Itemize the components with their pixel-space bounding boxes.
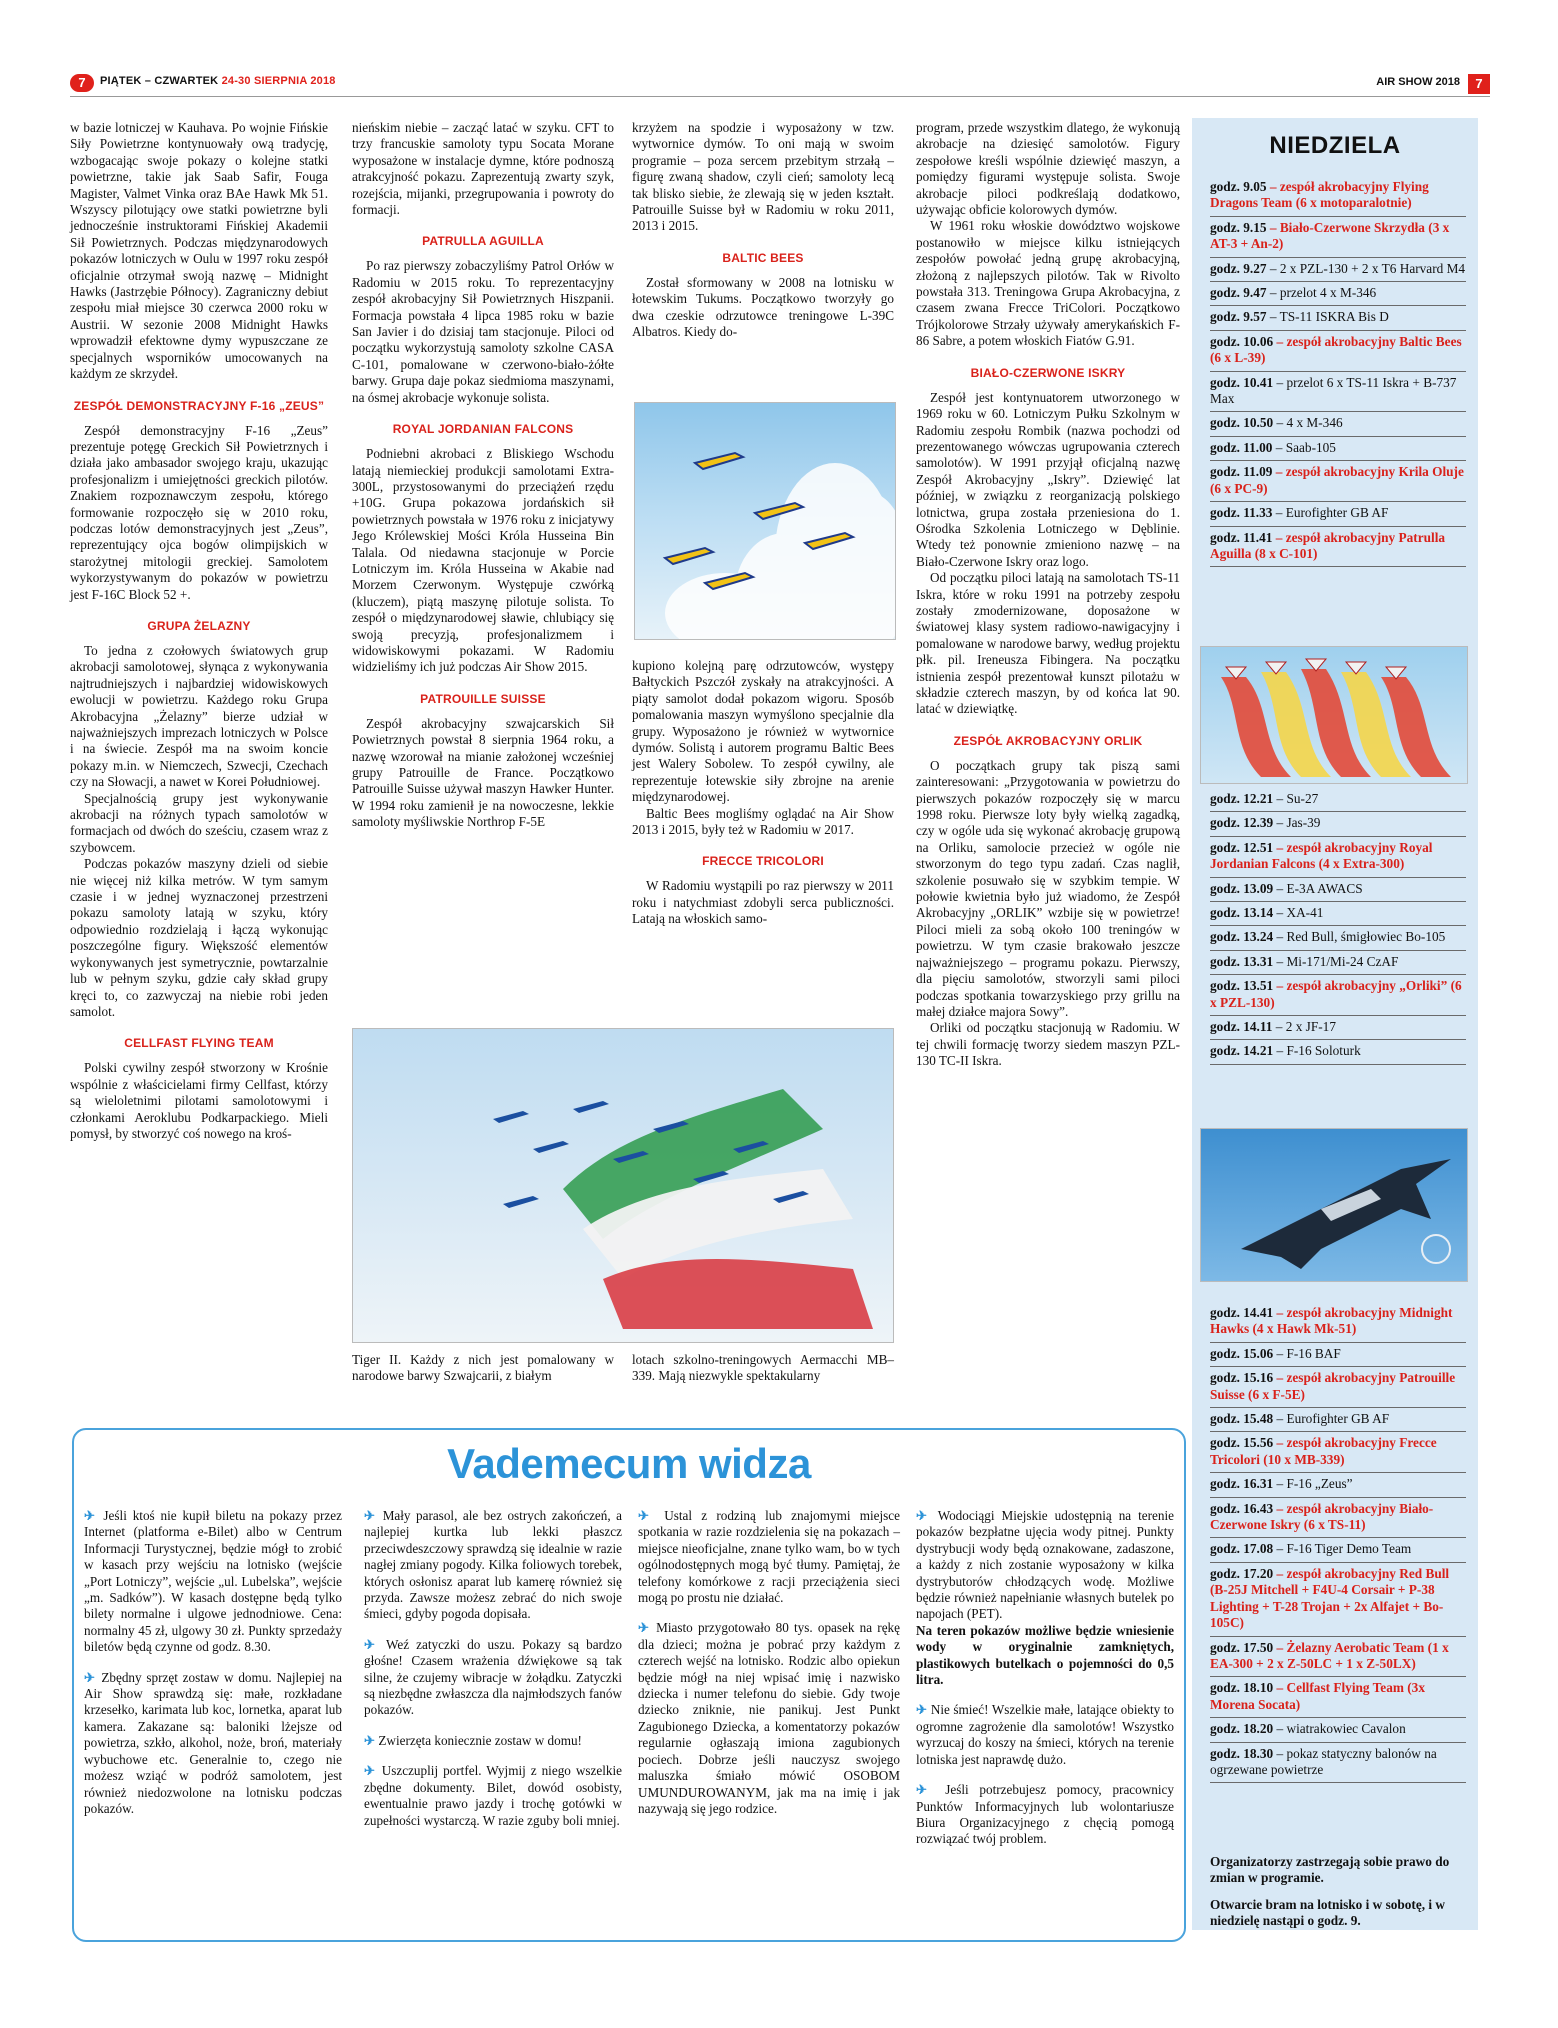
schedule-event: – Mi-171/Mi-24 CzAF (1273, 953, 1399, 969)
tip-paragraph (916, 1508, 1174, 1623)
schedule-time: godz. 16.43 (1210, 1500, 1274, 1516)
schedule-time: godz. 13.51 (1210, 978, 1274, 994)
tip-paragraph (638, 1508, 900, 1606)
patrulla-aguila-photo (1200, 646, 1468, 784)
plane-icon: ✈ (364, 1763, 382, 1779)
schedule-event: – zespół akrobacyjny Krila Oluje (6 x PC-9) (1210, 464, 1464, 496)
article-column-3 (632, 120, 894, 340)
section-heading: FRECCE TRICOLORI (702, 854, 824, 869)
schedule-time: godz. 13.09 (1210, 880, 1274, 896)
schedule-event: – zespół akrobacyjny Red Bull (B-25J Mitchell + F4U-4 Corsair + P-38 Lighting + T-28 Trojan + 2x Alfajet + Bo-105C) (1210, 1565, 1450, 1631)
section-heading: PATRULLA AGUILLA (422, 234, 544, 249)
schedule-time: godz. 9.15 (1210, 219, 1267, 235)
schedule-notes (1210, 1844, 1466, 1930)
schedule-item (1210, 1367, 1466, 1408)
tip-text: Jeśli potrzebujesz pomocy, pracownicy Punktów Informacyjnych lub wolontariusze Biura Organizacyjnego z chęcią pomogą rozwiązać twój problem. (916, 1782, 1174, 1847)
schedule-event: – Żelazny Aerobatic Team (1 x EA-300 + 2 x Z-50LC + 1 x Z-50LX) (1210, 1639, 1449, 1671)
schedule-item (1210, 331, 1466, 372)
schedule-time: godz. 9.27 (1210, 260, 1267, 276)
plane-icon: ✈ (84, 1508, 104, 1523)
plane-icon: ✈ (364, 1732, 379, 1748)
schedule-event: – zespół akrobacyjny Baltic Bees (6 x L-39) (1210, 333, 1462, 366)
paragraph: Baltic Bees mogliśmy oglądać na Air Show 2013 i 2015, były też w Radomiu w 2017. (632, 805, 894, 838)
section-heading: BALTIC BEES (722, 250, 804, 265)
schedule-time: godz. 17.20 (1210, 1565, 1274, 1581)
header-rule (70, 96, 1490, 97)
tip-paragraph (364, 1763, 622, 1829)
plane-icon: ✈ (638, 1620, 657, 1636)
schedule-event: – Su-27 (1273, 791, 1319, 806)
paragraph: kupiono kolejną parę odrzutowców, występy Bałtyckich Pszczół zyskały na atrakcyjności. A piąty samolot dodał pokazom wigoru. Sposób pomalowania maszyn wymyślono specjalnie dla grupy. Wyposażono je również w wytwornice dymów. Solistą i autorem programu Baltic Bees jest Walery Sobolew. To zespół cywilny, ale reprezentuje łotewskie siły zbrojne na arenie międzynarodowej. (632, 658, 894, 805)
schedule-time: godz. 13.24 (1210, 929, 1274, 945)
newspaper-logo: 7 (70, 74, 94, 92)
schedule-time: godz. 10.50 (1210, 415, 1274, 431)
schedule-event: – zespół akrobacyjny Midnight Hawks (4 x Hawk Mk-51) (1210, 1305, 1453, 1337)
schedule-disclaimer: Organizatorzy zastrzegają sobie prawo do zmian w programie. (1210, 1854, 1450, 1886)
schedule-list-midday (1210, 788, 1466, 1065)
schedule-time: godz. 13.14 (1210, 905, 1274, 921)
section-heading: ZESPÓŁ AKROBACYJNY ORLIK (953, 733, 1143, 748)
page-number: 7 (1468, 74, 1490, 94)
plane-icon: ✈ (84, 1669, 102, 1685)
schedule-item (1210, 461, 1466, 502)
schedule-item (1210, 878, 1466, 902)
schedule-event: – zespół akrobacyjny Patrulla Aguilla (8 x C-101) (1210, 529, 1446, 561)
paragraph: Polski cywilny zespół stworzony w Krośnie wspólnie z właścicielami firmy Cellfast, którzy są wieloletnimi pilotami samolotowymi i członkami Aeroklubu Podkarpackiego. Mieli pomysł, by stworzyć coś nowego na kroś- (70, 1060, 328, 1141)
paragraph: O początkach grupy tak piszą sami zainteresowani: „Przygotowania w powietrzu do pierwszych pokazów rozpoczęły się w marcu 1998 roku. Pierwsze loty były wielką zagadką, czy w ogóle uda się wykonać akrobację grupową na Orliku, samolocie przecież w ogóle nie stworzonym do tego typu zadań. Czas naglił, szkolenie posuwało się w szybkim tempie. W połowie kwietnia było już wiadomo, że Zespół Akrobacyjny „ORLIK” wzbije się w powietrze! Piloci mieli za sobą około 100 treningów w powietrzu. W tym czasie brakowało jeszcze najważniejszego – programu pokazu. Pierwszy, dla pięciu samolotów, stworzyli sami piloci podczas spotkania towarzyskiego przy grillu na małej działce majora Sowy”. (916, 757, 1180, 1019)
schedule-time: godz. 14.41 (1210, 1305, 1274, 1320)
schedule-event: – zespół akrobacyjny Flying Dragons Team (6 x motoparalotnie) (1210, 179, 1429, 211)
schedule-event: – Jas-39 (1273, 815, 1321, 831)
schedule-item (1210, 788, 1466, 812)
section-title: AIR SHOW 2018 (1376, 76, 1460, 88)
schedule-item (1210, 1343, 1466, 1367)
paragraph: Zespół jest kontynuatorem utworzonego w 1969 roku w 60. Lotniczym Pułku Szkolnym w Radomiu zespołu Rombik (nazwa pochodzi od prezentowanego wówczas ugrupowania czterech samolotów). W 1991 przyjął oficjalną nazwę Zespół Akrobacyjny „Iskry”. Dziewięć lat później, w związku z reorganizacją polskiego lotnictwa, grupa została przeniesiona do 1. Ośrodka Szkolenia Lotniczego w Dęblinie. Wtedy też ponownie zmieniono nazwę – na Biało-Czerwone Iskry oraz logo. (916, 389, 1180, 569)
schedule-item (1210, 1408, 1466, 1432)
schedule-time: godz. 16.31 (1210, 1476, 1274, 1492)
schedule-time: godz. 11.41 (1210, 529, 1273, 545)
tip-text: Zbędny sprzęt zostaw w domu. Najlepiej na Air Show sprawdzą się: małe, rozkładane krzesełko, karimata lub koc, lornetka, aparat lub kamera. Zakazane są: baloniki lżejsze od powietrza, szkło, alkohol, noże, broń, materiały wybuchowe etc. Generalnie to, czego nie możesz wziąć w podróż samolotem, jest również niedozwolone na lotnisku podczas pokazów. (84, 1669, 342, 1816)
schedule-item (1210, 437, 1466, 461)
schedule-event: – Eurofighter GB AF (1272, 505, 1389, 521)
tip-text: Zwierzęta koniecznie zostaw w domu! (378, 1732, 582, 1748)
tip-text: Mały parasol, ale bez ostrych zakończeń, a najlepiej kurtka lub lekki płaszcz przeciwdeszczowy sprawdzą się idealnie w razie nagłej zmiany pogody. Kilka foliowych torebek, których osłonisz aparat lub kamerę również się przyda. Zawsze możesz zebrać do nich swoje śmieci, gdyby pogoda dopisała. (364, 1508, 622, 1622)
schedule-event: – zespół akrobacyjny Frecce Tricolori (10 x MB-339) (1210, 1435, 1437, 1467)
schedule-time: godz. 15.06 (1210, 1345, 1274, 1361)
water-bottle-rule: Na teren pokazów możliwe będzie wniesienie wody w oryginalnie zamkniętych, plastikowych butelkach o pojemności do 0,5 litra. (916, 1622, 1174, 1688)
baltic-bees-photo (634, 402, 896, 640)
schedule-time: godz. 9.47 (1210, 285, 1267, 301)
schedule-item (1210, 1040, 1466, 1064)
schedule-event: – zespół akrobacyjny Patrouille Suisse (6 x F-5E) (1210, 1370, 1456, 1402)
schedule-event: – zespół akrobacyjny Royal Jordanian Falcons (4 x Extra-300) (1210, 839, 1433, 872)
schedule-event: – XA-41 (1273, 905, 1324, 921)
schedule-time: godz. 18.20 (1210, 1721, 1274, 1737)
schedule-event: – F-16 „Zeus” (1273, 1476, 1353, 1492)
vademecum-box (72, 1428, 1186, 1942)
paragraph: program, przede wszystkim dlatego, że wykonują akrobacje na dziesięć samolotów. Figury zespołowe kreśli wspólnie dziewięć maszyn, a pomiędzy figurami występuje solista. Swoje akrobacje piloci podkreślają dodatkowo, używając obficie kolorowych dymów. (916, 120, 1180, 218)
schedule-item (1210, 902, 1466, 926)
article-column-4 (916, 120, 1180, 1070)
schedule-event: – 2 x PZL-130 + 2 x T6 Harvard M4 (1266, 260, 1466, 276)
schedule-item (1210, 1563, 1466, 1637)
schedule-event: – F-16 Tiger Demo Team (1273, 1541, 1412, 1557)
tip-text: Weź zatyczki do uszu. Pokazy są bardzo głośne! Czasem wrażenia dźwiękowe są tak silne, że czujemy wibracje w żołądku. Zatyczki są niezbędne zwłaszcza dla najmłodszych fanów pokazów. (364, 1636, 622, 1718)
schedule-item (1210, 1498, 1466, 1539)
vademecum-column-2 (364, 1508, 622, 1843)
tip-paragraph (364, 1733, 622, 1749)
schedule-time: godz. 15.56 (1210, 1435, 1274, 1451)
schedule-time: godz. 14.21 (1210, 1043, 1274, 1059)
schedule-day-title: NIEDZIELA (1269, 132, 1401, 159)
vademecum-column-4 (916, 1508, 1174, 1862)
schedule-event: – zespół akrobacyjny Biało-Czerwone Iskry (6 x TS-11) (1210, 1500, 1434, 1533)
tip-text: Jeśli ktoś nie kupił biletu na pokazy przez Internet (platforma e-Bilet) albo w Centrum Informacji Turystycznej, będzie mógł to zrobić w kasach przy wejściu na lotnisko (wejście „Port Lotniczy”, wejście „ul. Lubelska”, wejście „m. Sadków”). W kasach dostępne będą tylko bilety normalne i ulgowe jednodniowe. Cena: normalny 45 zł, ulgowy 30 zł. Punkty sprzedaży biletów będą czynne od godz. 8.30. (84, 1508, 342, 1655)
schedule-item (1210, 1538, 1466, 1562)
schedule-time: godz. 11.09 (1210, 464, 1273, 480)
paragraph: W 1961 roku włoskie dowództwo wojskowe postanowiło w miejsce kilku istniejących zespołów powołać jedną grupę akrobacyjną, złożoną z najlepszych pilotów. Tak w Rivolto powstała 313. Treningowa Grupa Akrobacyjna, z czasem zwana Frecce TriColori. Początkowo Trójkolorowe Strzały używały amerykańskich F-86 Sabre, a potem włoskich Fiatów G.91. (916, 218, 1180, 349)
schedule-item (1210, 1718, 1466, 1742)
schedule-time: godz. 12.21 (1210, 791, 1274, 806)
tip-text: Ustal z rodziną lub znajomymi miejsce spotkania w razie rozdzielenia się na pokazach – miejsce nieoficjalne, znane tylko wam, bo w tych ogólnodostępnych mogą być tłumy. Pamiętaj, że telefony komórkowe z racji przeciążenia sieci mogą po prostu nie działać. (638, 1508, 900, 1606)
schedule-item (1210, 837, 1466, 878)
schedule-item (1210, 926, 1466, 950)
section-heading: ROYAL JORDANIAN FALCONS (392, 422, 574, 437)
gate-opening-note: Otwarcie bram na lotnisko i w sobotę, i w niedzielę nastąpi o godz. 9. (1210, 1896, 1446, 1929)
section-heading: PATROUILLE SUISSE (420, 691, 546, 706)
schedule-item (1210, 1016, 1466, 1040)
schedule-time: godz. 13.31 (1210, 953, 1274, 969)
schedule-event: – Eurofighter GB AF (1273, 1411, 1390, 1427)
paragraph: Podniebni akrobaci z Bliskiego Wschodu latają niemieckiej produkcji samolotami Extra-300L, przystosowanymi do przeciążeń rzędu +10G. Grupa pokazowa jordańskich sił powietrznych powstała w 1976 roku z inicjatywy Jego Królewskiej Mości Króla Husseina Bin Talala. Od niedawna stacjonuje w Porcie Lotniczym im. Króla Husseina w Akabie nad Morzem Czerwonym. Występuje czwórką (kluczem), piątą maszynę pilotuje solista. To zespół o międzynarodowej sławie, chlubiący się swoją precyzją, profesjonalizmem i widowiskowymi pokazami. W Radomiu widzieliśmy ich już podczas Air Show 2015. (352, 446, 614, 675)
schedule-event: – 2 x JF-17 (1272, 1019, 1336, 1035)
schedule-event: – TS-11 ISKRA Bis D (1266, 309, 1389, 325)
schedule-time: godz. 11.33 (1210, 505, 1273, 521)
tip-paragraph (84, 1508, 342, 1656)
paragraph: Zespół demonstracyjny F-16 „Zeus” prezentuje potęgę Greckich Sił Powietrznych i działa jako ambasador swojego kraju, ukazując profesjonalizm i umiejętności greckich pilotów. Znakiem rozpoznawczym zespołu, którego formowanie rozpoczęło się w 2010 roku, podczas lotów demonstracyjnych jest „Zeus”, reprezentujący ojca bogów olimpijskich w starożytnej mitologii greckiej. Samolotem wykorzystywanym do pokazów w powietrzu jest F-16C Block 52 +. (70, 422, 328, 602)
paragraph: Specjalnością grupy jest wykonywanie akrobacji na różnych typach samolotów w formacjach od dwóch do sześciu, czasem wraz z szybowcem. (70, 790, 328, 855)
schedule-item (1210, 412, 1466, 436)
plane-icon: ✈ (364, 1508, 383, 1523)
schedule-time: godz. 9.05 (1210, 179, 1267, 194)
paragraph: nieńskim niebie – zacząć latać w szyku. CFT to trzy francuskie samoloty typu Socata Morane wyposażone w instalacje dymne, które podnoszą atrakcyjność pokazu. Zaprezentują zwarty szyk, rozejścia, mijanki, przegrupowania i powroty do formacji. (352, 120, 614, 218)
schedule-item (1210, 1302, 1466, 1343)
schedule-time: godz. 11.00 (1210, 439, 1273, 455)
schedule-time: godz. 12.51 (1210, 839, 1274, 855)
paragraph: Został sformowany w 2008 na lotnisku w łotewskim Tukums. Początkowo tworzyły go dwa czeskie odrzutowce treningowe L-39C Albatros. Kiedy do- (632, 274, 894, 340)
schedule-item (1210, 306, 1466, 330)
schedule-time: godz. 12.39 (1210, 815, 1274, 831)
tip-text: Nie śmieć! Wszelkie małe, latające obiekty to ogromne zagrożenie dla samolotów! Wszystko wyrzucaj do koszy na śmieci, których na terenie lotniska jest naprawdę dużo. (916, 1702, 1174, 1767)
schedule-event: – Cellfast Flying Team (3x Morena Socata) (1210, 1680, 1425, 1712)
paragraph: W Radomiu wystąpili po raz pierwszy w 2011 roku i natychmiast zdobyli serca publiczności. Latają na włoskich samo- (632, 878, 894, 927)
tip-text: Uszczuplij portfel. Wyjmij z niego wszelkie zbędne dokumenty. Bilet, dowód osobisty, ewentualnie prawo jazdy i trochę gotówki w zupełności wystarczą. W razie zguby boli mniej. (364, 1763, 622, 1828)
schedule-item (1210, 217, 1466, 258)
paragraph: Tiger II. Każdy z nich jest pomalowany w narodowe barwy Szwajcarii, z białym (352, 1352, 614, 1384)
section-heading: ZESPÓŁ DEMONSTRACYJNY F-16 „ZEUS” (73, 398, 325, 413)
paragraph: lotach szkolno-treningowych Aermacchi MB–339. Mają niezwykle spektakularny (632, 1352, 894, 1384)
vademecum-title: Vademecum widza (447, 1440, 811, 1487)
sunday-schedule-sidebar (1192, 118, 1478, 1930)
schedule-item (1210, 282, 1466, 306)
plane-icon: ✈ (916, 1702, 931, 1718)
paragraph: Od początku piloci latają na samolotach TS-11 Iskra, które w roku 1991 na potrzeby zespołu zostały zmodernizowane, doposażone w światowej klasy system radiowo-nawigacyjny i pomalowane w narodowe barwy, według projektu płk. pil. Ireneusza Fibingera. Na początku istnienia zespół prezentował kunszt pilotażu w składzie czterech maszyn, by od końca lat 90. latać w dziewiątkę. (916, 570, 1180, 717)
frecce-tricolori-photo (352, 1028, 894, 1343)
schedule-item (1210, 176, 1466, 217)
schedule-time: godz. 17.08 (1210, 1541, 1274, 1557)
article-column-3-lower (632, 658, 894, 928)
article-column-2 (352, 120, 614, 831)
issue-date: PIĄTEK – CZWARTEK 24-30 SIERPNIA 2018 (100, 75, 336, 87)
schedule-item (1210, 1637, 1466, 1678)
paragraph: To jedna z czołowych światowych grup akrobacji samolotowej, słynąca z wykonywania najtrudniejszych i najbardziej widowiskowych ewolucji w powietrzu. Każdego roku Grupa Akrobacyjna „Żelazny” bierze udział w najważniejszych imprezach lotniczych w Polsce i na świecie. Zespół ma na swoim koncie pokazy m.in. w Niemczech, Szwecji, Czechach czy na Słowacji, a nawet w Korei Południowej. (70, 642, 328, 790)
schedule-list-morning (1210, 176, 1466, 567)
article-column-2-tail (352, 1352, 614, 1385)
paragraph: Zespół akrobacyjny szwajcarskich Sił Powietrznych powstał 8 sierpnia 1964 roku, a nazwę wzorował na mianie założonej wcześniej grupy Patrouille de France. Początkowo Patrouille Suisse używał maszyn Hawker Hunter. W 1994 roku zamienił je na nowoczesne, lekkie samoloty myśliwskie Northrop F-5E (352, 715, 614, 830)
section-heading: GRUPA ŻELAZNY (147, 618, 251, 633)
paragraph: w bazie lotniczej w Kauhava. Po wojnie Fińskie Siły Powietrzne kontynuowały ową tradycję, wzbogacając swoje pokazy o kolejne statki powietrzne, takie jak Saab Safir, Fouga Magister, Valmet Vinka oraz BAe Hawk Mk 51. Wszyscy pilotujący owe statki powietrzne byli jednocześnie instruktorami Fińskiej Akademii Sił Powietrznych. Podczas międzynarodowych pokazów lotniczych w Oulu w 1997 roku zespół oficjalnie otrzymał swoją nazwę – Midnight Hawks (Jastrzębie Północy). Zagraniczny debiut zespołu miał miejsce 30 czerwca 2000 roku w Austrii. W sezonie 2008 Midnight Hawks wprowadził efektowne dymy wypuszczane ze specjalnych wsporników umocowanych na każdym ze skrzydeł. (70, 120, 328, 382)
schedule-event: – E-3A AWACS (1273, 880, 1363, 896)
schedule-event: – 4 x M-346 (1273, 415, 1343, 431)
plane-icon: ✈ (638, 1508, 665, 1523)
schedule-time: godz. 10.41 (1210, 374, 1274, 390)
schedule-event: – Biało-Czerwone Skrzydła (3 x AT-3 + An-2) (1210, 219, 1450, 252)
schedule-time: godz. 14.11 (1210, 1019, 1273, 1035)
schedule-item (1210, 1677, 1466, 1718)
paragraph: Orliki od początku stacjonują w Radomiu. W tej chwili formację tworzy siedem maszyn PZL-130 TC-II Iskra. (916, 1020, 1180, 1069)
schedule-event: – Red Bull, śmigłowiec Bo-105 (1273, 929, 1446, 945)
section-heading: CELLFAST FLYING TEAM (124, 1036, 274, 1051)
tip-text: Wodociągi Miejskie udostępnią na terenie pokazów bezpłatne ujęcia wody pitnej. Punkty dystrybucji wody będą oznakowane, zadaszone, a każdy z nich zostanie wyposażony w kilka dystrybutorów chłodzących wodę. Możliwe będzie również napełnianie własnych butelek po napojach (PET). (916, 1508, 1174, 1622)
schedule-time: godz. 17.50 (1210, 1639, 1274, 1655)
plane-icon: ✈ (916, 1508, 938, 1523)
vademecum-column-3 (638, 1508, 900, 1831)
schedule-time: godz. 18.10 (1210, 1680, 1274, 1696)
schedule-item (1210, 258, 1466, 282)
schedule-item (1210, 1473, 1466, 1497)
tip-paragraph (84, 1670, 342, 1818)
schedule-event: – przelot 6 x TS-11 Iskra + B-737 Max (1210, 374, 1457, 407)
tip-paragraph (638, 1620, 900, 1817)
page-header (70, 74, 1490, 96)
schedule-event: – Saab-105 (1272, 439, 1336, 455)
schedule-time: godz. 10.06 (1210, 333, 1274, 349)
paragraph: Po raz pierwszy zobaczyliśmy Patrol Orłów w Radomiu w 2015 roku. To reprezentacyjny zespół akrobacyjny Sił Powietrznych Hiszpanii. Formacja powstała 4 lipca 1985 roku w bazie San Javier i do dzisiaj tam stacjonuje. Piloci od początku wykorzystują samoloty szkolne CASA C-101, pomalowane w czerwono-biało-żółte barwy. Grupa daje pokaz siedmioma maszynami, na ósmej akrobacje wykonuje solista. (352, 258, 614, 405)
tip-paragraph (364, 1508, 622, 1623)
schedule-item (1210, 951, 1466, 975)
tip-paragraph (916, 1702, 1174, 1768)
tip-text: Miasto przygotowało 80 tys. opasek na rękę dla dzieci; można je pobrać przy każdym z czterech wejść na lotnisko. Rodzic albo opiekun będzie mógł na niej wpisać imię i nazwisko dziecka i numer telefonu do siebie. Gdy twoje dziecko zniknie, nie panikuj. Jest Punkt Zagubionego Dziecka, a komentatorzy pokazów regularnie ogłaszają imiona zagubionych pociech. Dobrze jeśli nauczysz swojego maluszka śmiało mówić OSOBOM UMUNDUROWANYM, jak ma na imię i jak nazywają się jego rodzice. (638, 1620, 900, 1816)
section-heading: BIAŁO-CZERWONE ISKRY (970, 365, 1126, 380)
schedule-list-afternoon (1210, 1302, 1466, 1783)
schedule-item (1210, 1743, 1466, 1784)
f16-zeus-photo (1200, 1128, 1468, 1282)
paragraph: Podczas pokazów maszyny dzieli od siebie nie więcej niż kilka metrów. W tym samym czasie i w jednej wyznaczonej przestrzeni pokazu samoloty latają w szyku, który odpowiednio rozdzielają i łączą wykonując poszczególne figury. Większość elementów wykonywanych jest symetrycznie, powtarzalnie lub w pełnym szyku, gdzie cały skład grupy kręci to, co zazwyczaj na niebie robi jeden samolot. (70, 856, 328, 1019)
plane-icon: ✈ (916, 1782, 946, 1798)
schedule-time: godz. 9.57 (1210, 309, 1267, 325)
schedule-item (1210, 812, 1466, 836)
vademecum-column-1 (84, 1508, 342, 1831)
schedule-time: godz. 18.30 (1210, 1745, 1274, 1761)
schedule-event: – F-16 BAF (1273, 1345, 1341, 1361)
schedule-item (1210, 975, 1466, 1016)
schedule-event: – przelot 4 x M-346 (1266, 285, 1377, 301)
schedule-event: – F-16 Soloturk (1273, 1043, 1361, 1059)
tip-paragraph (364, 1637, 622, 1719)
schedule-event: – pokaz statyczny balonów na ogrzewane powietrze (1210, 1745, 1437, 1777)
article-column-3-tail (632, 1352, 894, 1385)
paragraph: krzyżem na spodzie i wyposażony w tzw. wytwornice dymów. To oni mają w swoim programie – poza sercem przebitym strzałą – figurę zwaną shadow, czyli cień; samoloty lecą tak blisko siebie, że zlewają się w jeden kształt. Patrouille Suisse był w Radomiu w roku 2011, 2013 i 2015. (632, 120, 894, 234)
schedule-item (1210, 502, 1466, 526)
schedule-event: – zespół akrobacyjny „Orliki” (6 x PZL-130) (1210, 978, 1462, 1010)
schedule-item (1210, 1432, 1466, 1473)
article-column-1 (70, 120, 328, 1142)
schedule-event: – wiatrakowiec Cavalon (1273, 1721, 1406, 1737)
schedule-item (1210, 527, 1466, 568)
plane-icon: ✈ (364, 1636, 386, 1652)
schedule-item (1210, 372, 1466, 413)
schedule-time: godz. 15.48 (1210, 1411, 1274, 1427)
tip-paragraph (916, 1782, 1174, 1848)
schedule-time: godz. 15.16 (1210, 1370, 1274, 1386)
